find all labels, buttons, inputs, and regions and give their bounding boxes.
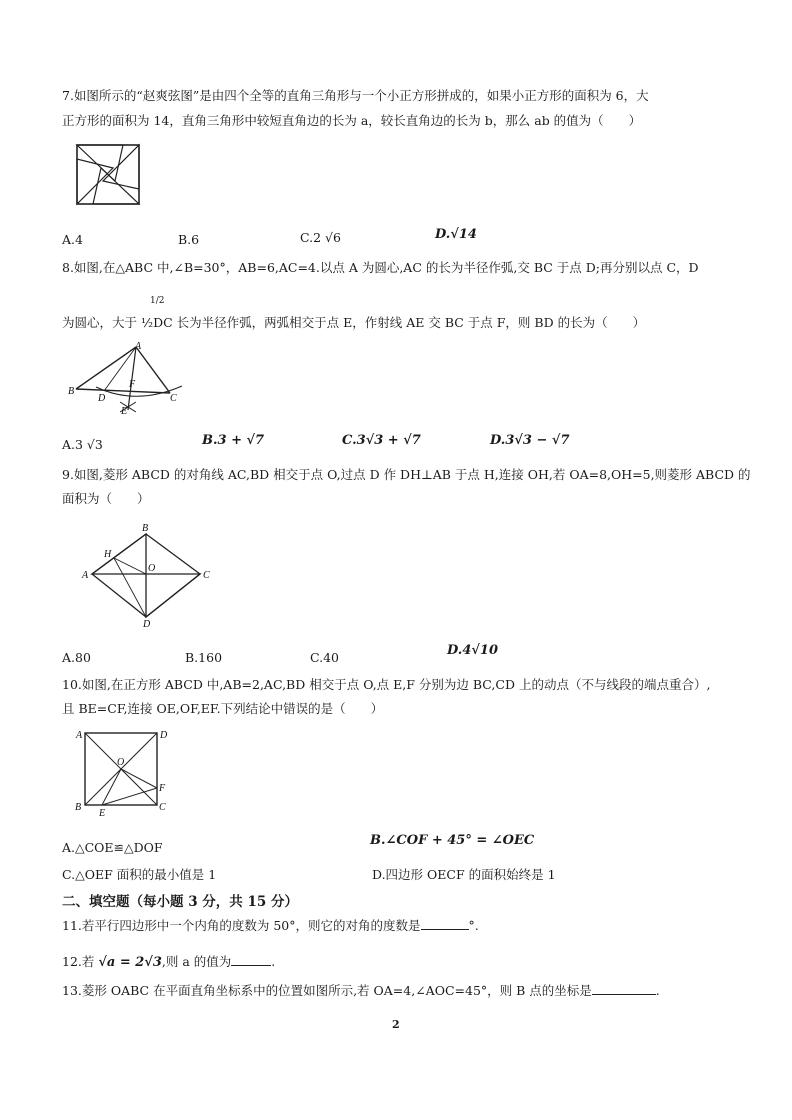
q8-option-c: C.3√3 + √7 bbox=[342, 433, 421, 448]
q11-text: 11.若平行四边形中一个内角的度数为 50°，则它的对角的度数是 bbox=[62, 918, 421, 933]
q9-label-d: D bbox=[143, 619, 151, 630]
q12 bbox=[62, 953, 275, 971]
q10-label-o: O bbox=[117, 757, 125, 768]
q8-label-e: E bbox=[121, 406, 128, 417]
q10-line2: 且 BE=CF,连接 OE,OF,EF.下列结论中错误的是（ ） bbox=[62, 701, 384, 716]
q11-answer-blank[interactable] bbox=[421, 917, 469, 930]
q7-option-b: B.6 bbox=[178, 232, 200, 247]
q9-figure-rhombus bbox=[80, 522, 220, 632]
q9-option-a: A.80 bbox=[62, 650, 91, 665]
q8-line2: 为圆心，大于 ½DC 长为半径作弧，两弧相交于点 E，作射线 AE 交 BC 于点 F，则 BD 的长为（ ） bbox=[62, 315, 646, 330]
q8-label-c: C bbox=[170, 393, 177, 404]
q9-option-d: D.4√10 bbox=[447, 643, 499, 658]
q8-label-f: F bbox=[129, 379, 136, 390]
q9-label-h: H bbox=[104, 549, 112, 560]
section-2-title: 二、填空题（每小题 3 分，共 15 分） bbox=[62, 894, 298, 910]
q7-figure-zhaoshuang-diagram bbox=[76, 144, 140, 206]
q10-label-a: A bbox=[76, 730, 83, 741]
q12-math: √a = 2√3 bbox=[98, 955, 162, 970]
q10-label-c: C bbox=[159, 802, 166, 813]
q8-option-b: B.3 + √7 bbox=[202, 433, 265, 448]
q7-option-a: A.4 bbox=[62, 232, 83, 247]
q9-line2: 面积为（ ） bbox=[62, 491, 150, 506]
q12-text: 12.若 bbox=[62, 954, 95, 969]
q7-line2: 正方形的面积为 14，直角三角形中较短直角边的长为 a，较长直角边的长为 b，那么 ab 的值为（ ） bbox=[62, 113, 642, 128]
q10-line1: 10.如图,在正方形 ABCD 中,AB=2,AC,BD 相交于点 O,点 E,F 分别为边 BC,CD 上的动点（不与线段的端点重合）, bbox=[62, 677, 711, 692]
q8-option-a: A.3 √3 bbox=[62, 437, 103, 452]
q9-line1: 9.如图,菱形 ABCD 的对角线 AC,BD 相交于点 O,过点 D 作 DH⊥AB 于点 H,连接 OH,若 OA=8,OH=5,则菱形 ABCD 的 bbox=[62, 467, 751, 482]
q13-text-end: . bbox=[655, 983, 660, 998]
q10-figure-square bbox=[72, 728, 172, 820]
q12-answer-blank[interactable] bbox=[231, 953, 271, 966]
q8-line1: 8.如图,在△ABC 中,∠B=30°，AB=6,AC=4.以点 A 为圆心,AC 的长为半径作弧,交 BC 于点 D;再分别以点 C，D bbox=[62, 260, 699, 275]
q8-option-d: D.3√3 − √7 bbox=[490, 433, 570, 448]
q8-fraction: 1/2 bbox=[150, 296, 165, 306]
q9-option-b: B.160 bbox=[185, 650, 223, 665]
q10-option-a: A.△COE≌△DOF bbox=[62, 840, 163, 855]
q11 bbox=[62, 917, 479, 934]
q10-label-f: F bbox=[159, 783, 166, 794]
q9-label-a: A bbox=[82, 570, 89, 581]
page-number: 2 bbox=[392, 1018, 400, 1031]
q8-label-d: D bbox=[98, 393, 106, 404]
q13-answer-blank[interactable] bbox=[592, 982, 656, 995]
q10-label-d: D bbox=[160, 730, 168, 741]
q13 bbox=[62, 982, 660, 999]
q8-figure-triangle bbox=[66, 340, 186, 415]
q9-label-b: B bbox=[142, 523, 149, 534]
q9-label-c: C bbox=[203, 570, 210, 581]
q8-label-a: A bbox=[135, 341, 142, 352]
q7-option-c: C.2 √6 bbox=[300, 230, 341, 245]
q10-label-b: B bbox=[75, 802, 82, 813]
q12-text-mid: ,则 a 的值为 bbox=[161, 954, 232, 969]
q11-text-end: °. bbox=[468, 918, 479, 933]
q10-option-c: C.△OEF 面积的最小值是 1 bbox=[62, 867, 217, 882]
q10-label-e: E bbox=[99, 808, 106, 819]
q13-text: 13.菱形 OABC 在平面直角坐标系中的位置如图所示,若 OA=4,∠AOC=45°，则 B 点的坐标是 bbox=[62, 983, 592, 998]
q8-label-b: B bbox=[68, 386, 75, 397]
q12-text-end: . bbox=[271, 954, 276, 969]
q10-option-b: B.∠COF + 45° = ∠OEC bbox=[370, 833, 535, 848]
q7-option-d: D.√14 bbox=[435, 227, 477, 242]
q9-label-o: O bbox=[148, 563, 156, 574]
q7-line1: 7.如图所示的“赵爽弦图”是由四个全等的直角三角形与一个小正方形拼成的，如果小正方形的面积为 6，大 bbox=[62, 88, 649, 103]
q10-option-d: D.四边形 OECF 的面积始终是 1 bbox=[372, 867, 556, 882]
q9-option-c: C.40 bbox=[310, 650, 339, 665]
